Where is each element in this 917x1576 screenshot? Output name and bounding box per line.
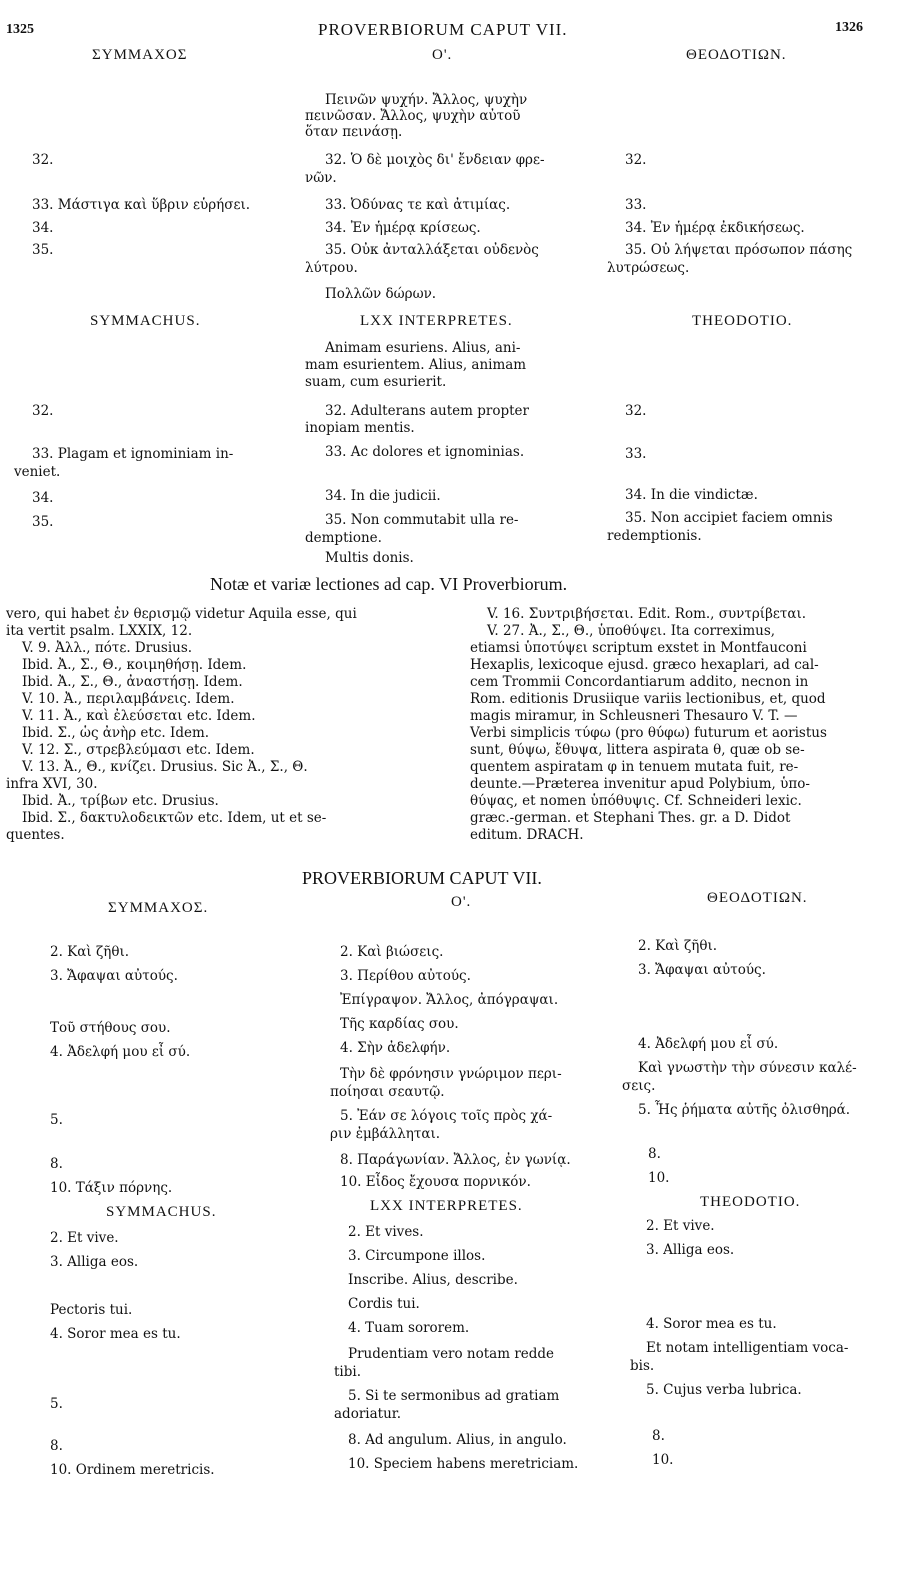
text-line: Πολλῶν δώρων. (325, 286, 437, 302)
text-line: Animam esuriens. Alius, ani- (325, 340, 521, 356)
text-line: Τὴν δὲ φρόνησιν γνώριμον περι- (340, 1066, 562, 1082)
text-line: 10. Speciem habens meretriciam. (348, 1456, 579, 1472)
text-line: 3. Alliga eos. (646, 1242, 735, 1258)
text-line: 3. Ἄφαψαι αὐτούς. (638, 962, 766, 978)
text-line: Ibid. Ἀ., τρίβων etc. Drusius. (22, 793, 219, 809)
text-line: cem Trommii Concordantiarum addito, necnon in (470, 674, 809, 690)
text-line: magis miramur, in Schleusneri Thesauro V. T. — (470, 708, 798, 724)
text-line: V. 9. Ἀλλ., πότε. Drusius. (22, 640, 193, 656)
text-line: Καὶ γνωστὴν τὴν σύνεσιν καλέ- (638, 1060, 857, 1076)
text-line: 4. Ἀδελφή μου εἶ σύ. (638, 1036, 779, 1052)
text-line: 2. Et vive. (646, 1218, 715, 1234)
text-line: 33. Plagam et ignominiam in- (32, 446, 234, 462)
text-line: quentes. (6, 827, 65, 843)
text-line: V. 27. Ἀ., Σ., Θ., ὑποθύψει. Ita correximus, (487, 623, 776, 639)
text-line: 32. (32, 403, 54, 419)
text-line: Multis donis. (325, 550, 414, 566)
text-line: 32. (32, 152, 54, 168)
text-line: 10. Εἶδος ἔχουσα πορνικόν. (340, 1174, 531, 1190)
text-line: 10. (652, 1452, 674, 1468)
heading-symmachus-greek: ΣΥΜΜΑΧΟΣ (92, 47, 188, 63)
text-line: 32. (625, 403, 647, 419)
text-line: 5. Ἐάν σε λόγοις τοῖς πρὸς χά- (340, 1108, 553, 1124)
text-line: 4. Soror mea es tu. (646, 1316, 777, 1332)
text-line: 3. Περίθου αὐτούς. (340, 968, 471, 984)
text-line: inopiam mentis. (305, 420, 415, 436)
text-line: bis. (630, 1358, 655, 1374)
notes-title: Notæ et variæ lectiones ad cap. VI Proverbiorum. (210, 574, 568, 594)
text-line: vero, qui habet ἐν θερισμῷ videtur Aquila esse, qui (6, 606, 357, 622)
page-number-right: 1326 (835, 20, 863, 35)
heading-lxx-latin: LXX INTERPRETES. (370, 1198, 523, 1214)
text-line: 35. (32, 242, 54, 258)
text-line: demptione. (305, 530, 382, 546)
text-line: Ibid. Σ., ὡς ἀνὴρ etc. Idem. (22, 725, 210, 741)
text-line: πεινῶσαν. Ἄλλος, ψυχὴν αὐτοῦ (305, 108, 521, 124)
text-line: 32. Adulterans autem propter (325, 403, 529, 419)
text-line: 5. Si te sermonibus ad gratiam (348, 1388, 560, 1404)
text-line: mam esurientem. Alius, animam (305, 357, 527, 373)
text-line: Τῆς καρδίας σου. (340, 1016, 459, 1032)
text-line: 34. In die vindictæ. (625, 487, 758, 503)
text-line: Ibid. Σ., δακτυλοδεικτῶν etc. Idem, ut et se- (22, 810, 327, 826)
page-number-left: 1325 (6, 22, 34, 37)
text-line: Pectoris tui. (50, 1302, 133, 1318)
text-line: 8. Παράγωνίαν. Ἄλλος, ἐν γωνίᾳ. (340, 1152, 571, 1168)
text-line: 4. Ἀδελφή μου εἶ σύ. (50, 1044, 191, 1060)
heading-lxx-latin: LXX INTERPRETES. (360, 313, 513, 329)
heading-theodotion-greek: ΘΕΟΔΟΤΙΩΝ. (686, 47, 787, 63)
text-line: 32. Ὁ δὲ μοιχὸς δι' ἔνδειαν φρε- (325, 152, 545, 168)
text-line: 35. Non commutabit ulla re- (325, 512, 519, 528)
heading-symmachus-latin: SYMMACHUS. (90, 313, 201, 329)
text-line: veniet. (14, 464, 61, 480)
text-line: adoriatur. (334, 1406, 402, 1422)
text-line: ita vertit psalm. LXXIX, 12. (6, 623, 193, 639)
text-line: 2. Et vives. (348, 1224, 424, 1240)
text-line: 8. (50, 1438, 63, 1454)
text-line: 8. (652, 1428, 665, 1444)
text-line: infra XVI, 30. (6, 776, 98, 792)
text-line: Cordis tui. (348, 1296, 420, 1312)
heading-theodotion-latin: THEODOTIO. (700, 1194, 801, 1210)
text-line: σεις. (622, 1078, 656, 1094)
text-line: θύψας, et nomen ὑπόθυψις. Cf. Schneideri lexic. (470, 793, 802, 809)
running-title: PROVERBIORUM CAPUT VII. (318, 20, 568, 39)
heading-symmachus-greek: ΣΥΜΜΑΧΟΣ. (108, 900, 209, 916)
text-line: Ibid. Ἀ., Σ., Θ., ἀναστήσῃ. Idem. (22, 674, 243, 690)
text-line: V. 10. Ἀ., περιλαμβάνεις. Idem. (22, 691, 235, 707)
text-line: tibi. (334, 1364, 361, 1380)
text-line: νῶν. (305, 170, 337, 186)
text-line: ριν ἐμβάλληται. (330, 1126, 441, 1142)
heading-lxx-greek: O'. (432, 47, 453, 63)
text-line: 5. Ἧς ῥήματα αὐτῆς ὀλισθηρά. (638, 1102, 851, 1118)
text-line: 33. (625, 197, 647, 213)
text-line: V. 13. Ἀ., Θ., κνίζει. Drusius. Sic Ἀ., Σ., Θ. (22, 759, 308, 775)
heading-theodotion-latin: THEODOTIO. (692, 313, 793, 329)
text-line: Prudentiam vero notam redde (348, 1346, 555, 1362)
text-line: 33. Ὀδύνας τε καὶ ἀτιμίας. (325, 197, 511, 213)
text-line: Rom. editionis Drusiique variis lectionibus, et, quod (470, 691, 826, 707)
text-line: Et notam intelligentiam voca- (646, 1340, 849, 1356)
text-line: 4. Tuam sororem. (348, 1320, 470, 1336)
text-line: 4. Soror mea es tu. (50, 1326, 181, 1342)
text-line: 5. (50, 1112, 63, 1128)
text-line: V. 16. Συντριβήσεται. Edit. Rom., συντρίβεται. (487, 606, 807, 622)
text-line: V. 12. Σ., στρεβλεύμασι etc. Idem. (22, 742, 255, 758)
text-line: V. 11. Ἀ., καὶ ἐλεύσεται etc. Idem. (22, 708, 256, 724)
text-line: λύτρου. (305, 260, 358, 276)
text-line: etiamsi ὑποτύψει scriptum exstet in Montfauconi (470, 640, 807, 656)
text-line: 3. Ἄφαψαι αὐτούς. (50, 968, 178, 984)
text-line: Ibid. Ἀ., Σ., Θ., κοιμηθήσῃ. Idem. (22, 657, 247, 673)
text-line: 2. Καὶ βιώσεις. (340, 944, 444, 960)
text-line: 34. Ἐν ἡμέρᾳ ἐκδικήσεως. (625, 220, 805, 236)
text-line: editum. DRACH. (470, 827, 584, 843)
text-line: 2. Et vive. (50, 1230, 119, 1246)
text-line: Verbi simplicis τύφω (pro θύφω) futurum et aoristus (470, 725, 827, 741)
text-line: 34. (32, 220, 54, 236)
text-line: Hexaplis, lexicoque ejusd. græco hexaplari, ad cal- (470, 657, 819, 673)
text-line: λυτρώσεως. (607, 260, 690, 276)
text-line: 5. (50, 1396, 63, 1412)
text-line: Τοῦ στήθους σου. (50, 1020, 171, 1036)
text-line: 35. Non accipiet faciem omnis (625, 510, 833, 526)
text-line: 5. Cujus verba lubrica. (646, 1382, 802, 1398)
text-line: 8. Ad angulum. Alius, in angulo. (348, 1432, 567, 1448)
heading-symmachus-latin: SYMMACHUS. (106, 1204, 217, 1220)
text-line: 10. Ordinem meretricis. (50, 1462, 215, 1478)
heading-lxx-greek: O'. (451, 894, 472, 910)
text-line: 4. Σὴν ἀδελφήν. (340, 1040, 451, 1056)
text-line: sunt, θύψω, ἔθυψα, littera aspirata θ, quæ ob se- (470, 742, 805, 758)
text-line: 33. Μάστιγα καὶ ὕβριν εὑρήσει. (32, 197, 251, 213)
text-line: 35. Οὐ λήψεται πρόσωπον πάσης (625, 242, 853, 258)
text-line: 35. (32, 514, 54, 530)
text-line: 35. Οὐκ ἀνταλλάξεται οὐδενὸς (325, 242, 539, 258)
text-line: 8. (50, 1156, 63, 1172)
text-line: 10. Τάξιν πόρνης. (50, 1180, 173, 1196)
text-line: 34. In die judicii. (325, 488, 441, 504)
heading-theodotion-greek: ΘΕΟΔΟΤΙΩΝ. (707, 890, 808, 906)
text-line: Πεινῶν ψυχήν. Ἄλλος, ψυχὴν (325, 92, 528, 108)
text-line: 33. (625, 446, 647, 462)
text-line: 33. Ac dolores et ignominias. (325, 444, 525, 460)
text-line: deunte.—Præterea invenitur apud Polybium, ὑπο- (470, 776, 810, 792)
text-line: suam, cum esurierit. (305, 374, 447, 390)
text-line: Inscribe. Alius, describe. (348, 1272, 518, 1288)
text-line: 34. (32, 490, 54, 506)
text-line: Ἐπίγραψον. Ἄλλος, ἀπόγραψαι. (340, 992, 559, 1008)
text-line: 3. Alliga eos. (50, 1254, 139, 1270)
text-line: 2. Καὶ ζῆθι. (638, 938, 718, 954)
text-line: ὅταν πεινάσῃ. (305, 124, 403, 140)
text-line: 10. (648, 1170, 670, 1186)
chapter-title: PROVERBIORUM CAPUT VII. (302, 868, 542, 888)
text-line: 32. (625, 152, 647, 168)
text-line: 3. Circumpone illos. (348, 1248, 486, 1264)
text-line: quentem aspiratam φ in tenuem mutata fuit, re- (470, 759, 799, 775)
text-line: 34. Ἐν ἡμέρᾳ κρίσεως. (325, 220, 481, 236)
text-line: 8. (648, 1146, 661, 1162)
text-line: græc.-german. et Stephani Thes. gr. a D. Didot (470, 810, 791, 826)
text-line: 2. Καὶ ζῆθι. (50, 944, 130, 960)
text-line: redemptionis. (607, 528, 702, 544)
text-line: ποίησαι σεαυτῷ. (330, 1084, 445, 1100)
